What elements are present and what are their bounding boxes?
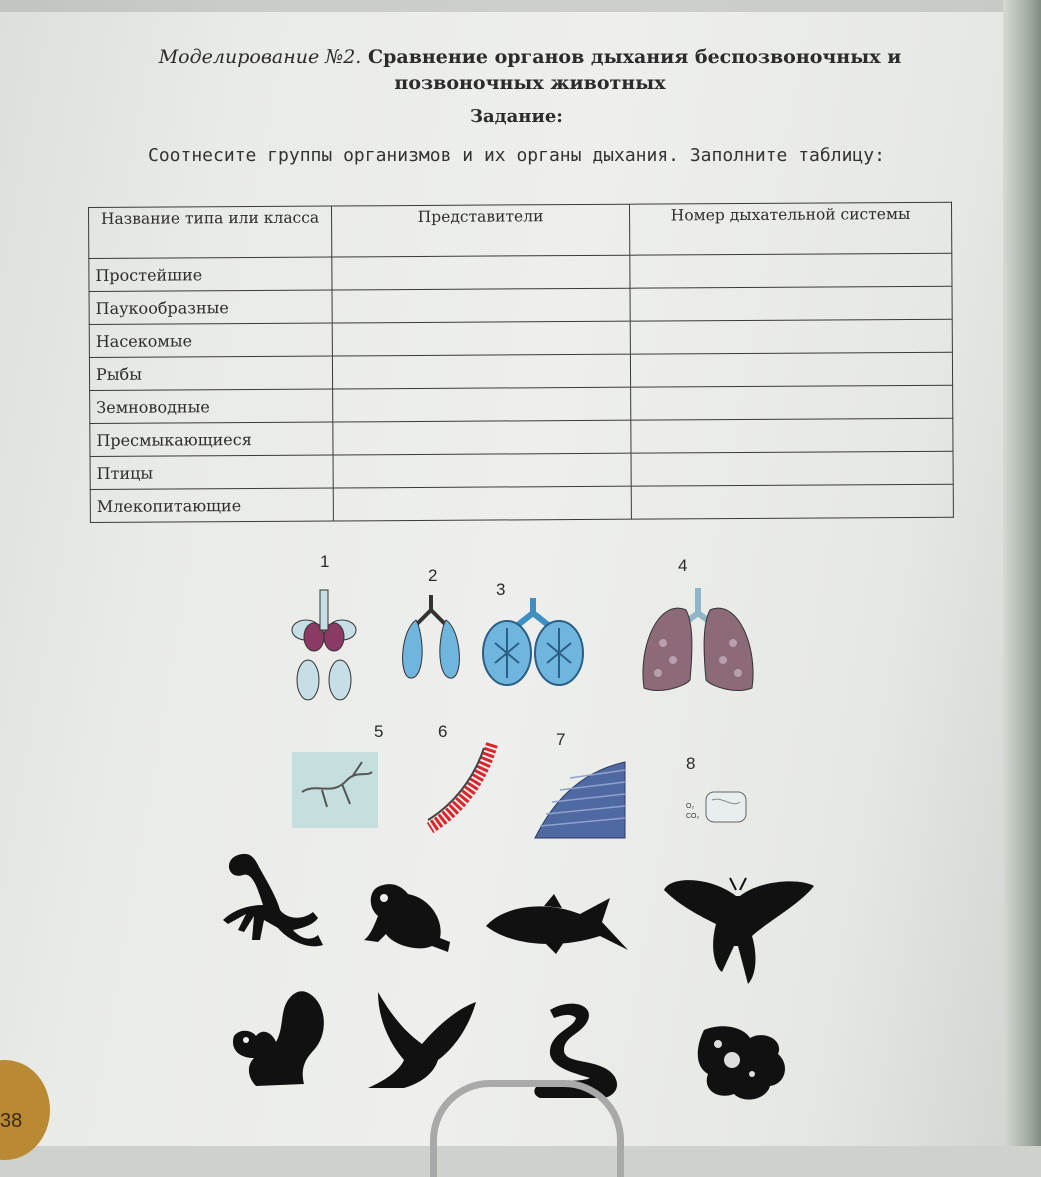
empty-cell[interactable] <box>333 486 631 521</box>
bird-silhouette-icon <box>364 990 480 1094</box>
reptile-lungs-icon <box>480 598 586 688</box>
row-label: Рыбы <box>89 356 332 390</box>
row-label: Пресмыкающиеся <box>90 422 333 456</box>
header-representatives: Представители <box>331 204 629 257</box>
fish-silhouette-icon <box>484 892 630 956</box>
table-row <box>89 319 952 357</box>
table-row <box>90 418 953 456</box>
mammal-lungs-icon <box>638 588 758 698</box>
page-title <box>120 44 940 96</box>
table-row <box>90 385 953 423</box>
figure-label-3: 3 <box>496 580 506 599</box>
figure-label-4: 4 <box>678 556 688 575</box>
empty-cell[interactable] <box>630 253 952 288</box>
empty-cell[interactable] <box>333 420 631 455</box>
butterfly-silhouette-icon <box>660 876 816 990</box>
empty-cell[interactable] <box>630 352 952 387</box>
scorpion-silhouette-icon <box>218 850 330 960</box>
tracheae-icon <box>292 752 378 828</box>
row-label: Млекопитающие <box>90 488 333 522</box>
empty-cell[interactable] <box>631 418 953 453</box>
row-label: Птицы <box>90 455 333 489</box>
table-row <box>89 286 952 324</box>
binder-ring <box>430 1080 624 1177</box>
empty-cell[interactable] <box>333 387 631 422</box>
figure-label-8: 8 <box>686 754 696 773</box>
figure-label-6: 6 <box>438 722 448 741</box>
empty-cell[interactable] <box>332 255 630 290</box>
page-number: 38 <box>0 1110 23 1132</box>
header-system-number: Номер дыхательной системы <box>629 202 951 255</box>
figure-label-7: 7 <box>556 730 566 749</box>
page-edge <box>1003 0 1041 1146</box>
table-header-row <box>89 202 952 258</box>
empty-cell[interactable] <box>630 286 952 321</box>
empty-cell[interactable] <box>630 319 952 354</box>
table-row <box>89 352 952 390</box>
empty-cell[interactable] <box>332 321 630 356</box>
table-row <box>90 484 953 522</box>
diffusion-icon <box>682 786 752 832</box>
empty-cell[interactable] <box>631 451 953 486</box>
gill-filaments-icon <box>422 738 504 838</box>
previous-text-band <box>0 0 1041 12</box>
empty-cell[interactable] <box>631 484 953 519</box>
squirrel-silhouette-icon <box>226 988 330 1092</box>
frog-silhouette-icon <box>360 880 454 958</box>
empty-cell[interactable] <box>332 288 630 323</box>
title-main: Сравнение органов дыхания беспозвоночных и позвоночных животных <box>367 46 902 94</box>
instruction-text: Соотнесите группы организмов и их органы дыхания. Заполните таблицу: <box>148 145 885 166</box>
figure-label-5: 5 <box>374 722 384 741</box>
title-lead: Моделирование №2. <box>158 46 362 68</box>
amphibian-lungs-icon <box>396 590 466 685</box>
co2-label: CO₂ <box>686 813 700 820</box>
o2-label: O₂ <box>686 803 695 810</box>
table-row <box>90 451 953 489</box>
bird-lungs-icon <box>284 585 364 705</box>
amoeba-silhouette-icon <box>694 1020 790 1104</box>
gill-plate-icon <box>530 758 630 842</box>
row-label: Насекомые <box>89 323 332 357</box>
figure-label-2: 2 <box>428 566 438 585</box>
row-label: Паукообразные <box>89 290 332 324</box>
empty-cell[interactable] <box>631 385 953 420</box>
row-label: Простейшие <box>89 257 332 291</box>
empty-cell[interactable] <box>332 354 630 389</box>
header-type: Название типа или класса <box>89 206 332 258</box>
row-label: Земноводные <box>90 389 333 423</box>
empty-cell[interactable] <box>333 453 631 488</box>
task-label: Задание: <box>470 106 563 127</box>
figure-label-1: 1 <box>320 552 330 571</box>
comparison-table <box>88 202 954 523</box>
table-row <box>89 253 952 291</box>
